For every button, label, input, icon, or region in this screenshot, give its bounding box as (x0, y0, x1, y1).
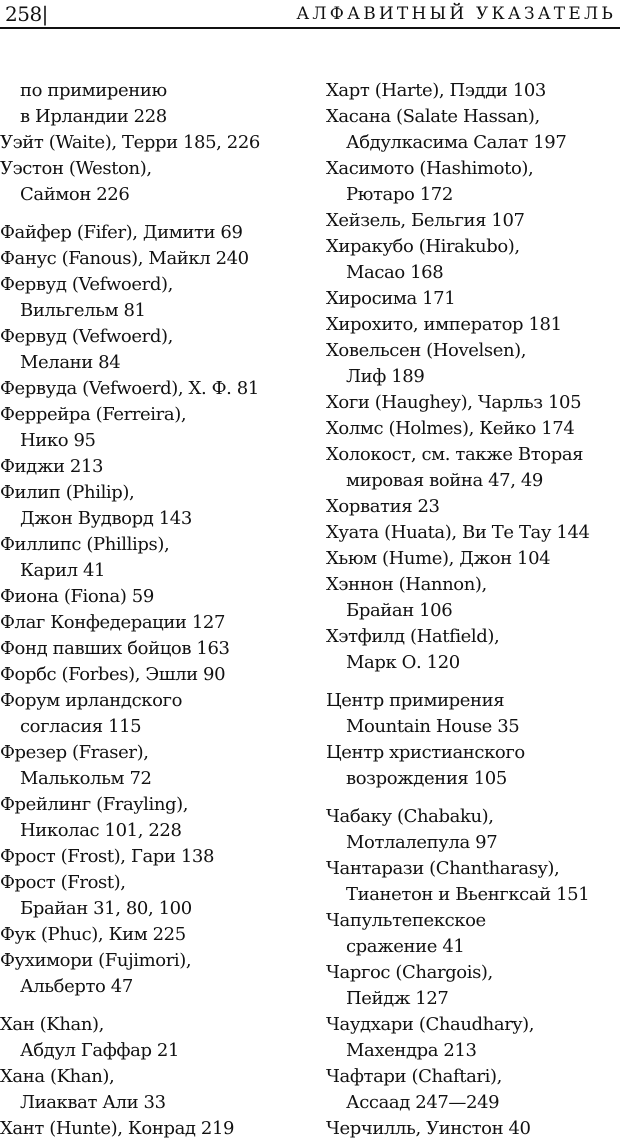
index-entry (326, 234, 620, 286)
index-entry-heading: Чаргос (Chargois), (326, 962, 493, 983)
index-entry (326, 572, 620, 624)
index-entry (326, 960, 620, 1012)
index-entry-heading: Чафтари (Chaftari), (326, 1066, 502, 1087)
index-entry (326, 416, 620, 442)
index-entry (0, 948, 300, 1000)
index-entry-continuation: в Ирландии 228 (20, 106, 167, 127)
index-entry-heading: Хорватия 23 (326, 496, 440, 517)
index-entry (0, 1012, 300, 1064)
index-entry-continuation: Мотлалепула 97 (346, 832, 498, 853)
index-entry (0, 454, 300, 480)
index-entry-continuation: Ассаад 247—249 (346, 1092, 500, 1113)
index-entry (0, 844, 300, 870)
index-entry-continuation: Лиф 189 (346, 366, 425, 387)
index-entry-heading: Фервуд (Vefwoerd), (0, 274, 173, 295)
index-entry-heading: Холмс (Holmes), Кейко 174 (326, 418, 575, 439)
index-entry-heading: Хэннон (Hannon), (326, 574, 487, 595)
index-entry-continuation: мировая война 47, 49 (346, 470, 543, 491)
index-entry-heading: Хейзель, Бельгия 107 (326, 210, 525, 231)
index-entry (0, 220, 300, 246)
index-entry-heading: Фрезер (Fraser), (0, 742, 149, 763)
index-entry-continuation: Марк О. 120 (346, 652, 460, 673)
index-entry-heading: Фиджи 213 (0, 456, 104, 477)
index-entry (326, 804, 620, 856)
index-entry-heading: Феррейра (Ferreira), (0, 404, 187, 425)
index-entry (0, 78, 300, 130)
index-entry (326, 1012, 620, 1064)
index-entry-heading: Файфер (Fifer), Димити 69 (0, 222, 243, 243)
index-entry (0, 610, 300, 636)
index-entry (326, 546, 620, 572)
index-entry-heading: Фиона (Fiona) 59 (0, 586, 154, 607)
index-entry-continuation: Джон Вудворд 143 (20, 508, 192, 529)
index-entry-continuation: Абдул Гаффар 21 (20, 1040, 180, 1061)
index-entry-continuation: Альберто 47 (20, 976, 133, 997)
index-entry-heading: Хан (Khan), (0, 1014, 104, 1035)
index-entry (326, 520, 620, 546)
running-title: АЛФАВИТНЫЙ УКАЗАТЕЛЬ (296, 4, 616, 24)
index-entry-heading: Флаг Конфедерации 127 (0, 612, 226, 633)
index-entry (0, 272, 300, 324)
index-entry (326, 1116, 620, 1142)
index-entry-heading: Чантарази (Chantharasy), (326, 858, 560, 879)
index-entry-heading: Фрейлинг (Frayling), (0, 794, 189, 815)
index-entry-heading: Филип (Philip), (0, 482, 135, 503)
index-entry (326, 624, 620, 676)
index-entry-heading: Хирохито, император 181 (326, 314, 562, 335)
index-entry-heading: Форбс (Forbes), Эшли 90 (0, 664, 226, 685)
index-entry-continuation: Брайан 106 (346, 600, 453, 621)
index-entry-continuation: Тианетон и Вьенгксай 151 (346, 884, 590, 905)
index-column-right (326, 78, 620, 1142)
index-entry-heading: Фервуд (Vefwoerd), (0, 326, 173, 347)
index-entry (0, 1064, 300, 1116)
index-entry (0, 1116, 300, 1142)
index-column-left (0, 78, 300, 1142)
index-entry-heading: Хиросима 171 (326, 288, 456, 309)
index-entry (326, 908, 620, 960)
index-entry-heading: Форум ирландского (0, 690, 183, 711)
index-entry (326, 494, 620, 520)
index-entry-heading: Филлипс (Phillips), (0, 534, 170, 555)
index-entry-continuation: Нико 95 (20, 430, 96, 451)
index-entry (0, 130, 300, 156)
index-entry (326, 856, 620, 908)
page-number: 258| (5, 2, 48, 26)
index-entry-heading: Чаудхари (Chaudhary), (326, 1014, 535, 1035)
index-entry-continuation: Лиакват Али 33 (20, 1092, 166, 1113)
index-entry (0, 156, 300, 208)
index-entry-heading: Фервуда (Vefwoerd), Х. Ф. 81 (0, 378, 259, 399)
index-entry (0, 532, 300, 584)
index-entry (0, 246, 300, 272)
index-entry (0, 376, 300, 402)
index-entry-heading: Хант (Hunte), Конрад 219 (0, 1118, 235, 1139)
header-rule (0, 27, 620, 29)
index-entry-continuation: Масао 168 (346, 262, 444, 283)
index-entry-heading: Уэстон (Weston), (0, 158, 152, 179)
index-entry (326, 208, 620, 234)
index-entry (326, 442, 620, 494)
index-entry-heading: Центр примирения (326, 690, 505, 711)
index-entry (326, 286, 620, 312)
index-entry (326, 312, 620, 338)
index-entry (0, 662, 300, 688)
index-entry-heading: Хасимото (Hashimoto), (326, 158, 534, 179)
index-entry-heading: Уэйт (Waite), Терри 185, 226 (0, 132, 260, 153)
index-entry-continuation: Пейдж 127 (346, 988, 449, 1009)
index-entry-continuation: Карил 41 (20, 560, 106, 581)
index-entry-heading: Фанус (Fanous), Майкл 240 (0, 248, 249, 269)
index-entry-heading: Хэтфилд (Hatfield), (326, 626, 500, 647)
index-entry-continuation: Mountain House 35 (346, 716, 520, 737)
index-entry (0, 740, 300, 792)
index-entry-heading: Хуата (Huata), Ви Те Тау 144 (326, 522, 590, 543)
index-entry-heading: Фрост (Frost), (0, 872, 126, 893)
index-entry-continuation: сражение 41 (346, 936, 465, 957)
index-entry-heading: Черчилль, Уинстон 40 (326, 1118, 531, 1139)
index-entry-heading: Холокост, см. также Вторая (326, 444, 584, 465)
index-entry-heading: Фухимори (Fujimori), (0, 950, 192, 971)
index-entry-continuation: Николас 101, 228 (20, 820, 182, 841)
index-entry (326, 156, 620, 208)
index-entry-heading: Ховельсен (Hovelsen), (326, 340, 527, 361)
index-entry-heading: Хана (Khan), (0, 1066, 115, 1087)
index-entry-heading: Хоги (Haughey), Чарльз 105 (326, 392, 582, 413)
index-entry-continuation: Мелани 84 (20, 352, 121, 373)
index-entry-continuation: согласия 115 (20, 716, 142, 737)
index-entry (326, 104, 620, 156)
index-entry-continuation: Рютаро 172 (346, 184, 453, 205)
index-entry (0, 688, 300, 740)
index-entry (0, 480, 300, 532)
index-entry-continuation: Махендра 213 (346, 1040, 477, 1061)
index-entry-heading: Чапультепекское (326, 910, 486, 931)
index-entry-continuation: Малькольм 72 (20, 768, 152, 789)
index-entry (0, 792, 300, 844)
index-entry (0, 870, 300, 922)
index-entry-continuation: Вильгельм 81 (20, 300, 146, 321)
index-entry (0, 584, 300, 610)
index-entry-heading: Хиракубо (Hirakubo), (326, 236, 520, 257)
index-entry (326, 338, 620, 390)
index-entry-heading: Центр христианского (326, 742, 525, 763)
index-entry (0, 636, 300, 662)
page-header (0, 0, 620, 30)
index-entry-heading: Фрост (Frost), Гари 138 (0, 846, 214, 867)
index-entry (326, 78, 620, 104)
index-entry-heading: Хьюм (Hume), Джон 104 (326, 548, 551, 569)
index-entry-continuation: Саймон 226 (20, 184, 130, 205)
index-entry (0, 402, 300, 454)
index-entry (326, 688, 620, 740)
index-entry-continuation: Абдулкасима Салат 197 (346, 132, 567, 153)
index-entry (0, 922, 300, 948)
index-entry-heading: Харт (Harte), Пэдди 103 (326, 80, 546, 101)
index-entry-heading: Хасана (Salate Hassan), (326, 106, 540, 127)
index-entry-heading: Фонд павших бойцов 163 (0, 638, 230, 659)
index-entry-heading: Фук (Phuc), Ким 225 (0, 924, 186, 945)
index-entry (326, 740, 620, 792)
index-entry-heading: по примирению (20, 80, 167, 101)
index-entry (326, 390, 620, 416)
index-entry-continuation: возрождения 105 (346, 768, 507, 789)
index-entry-heading: Чабаку (Chabaku), (326, 806, 494, 827)
index-entry (0, 324, 300, 376)
index-entry-continuation: Брайан 31, 80, 100 (20, 898, 192, 919)
index-entry (326, 1064, 620, 1116)
